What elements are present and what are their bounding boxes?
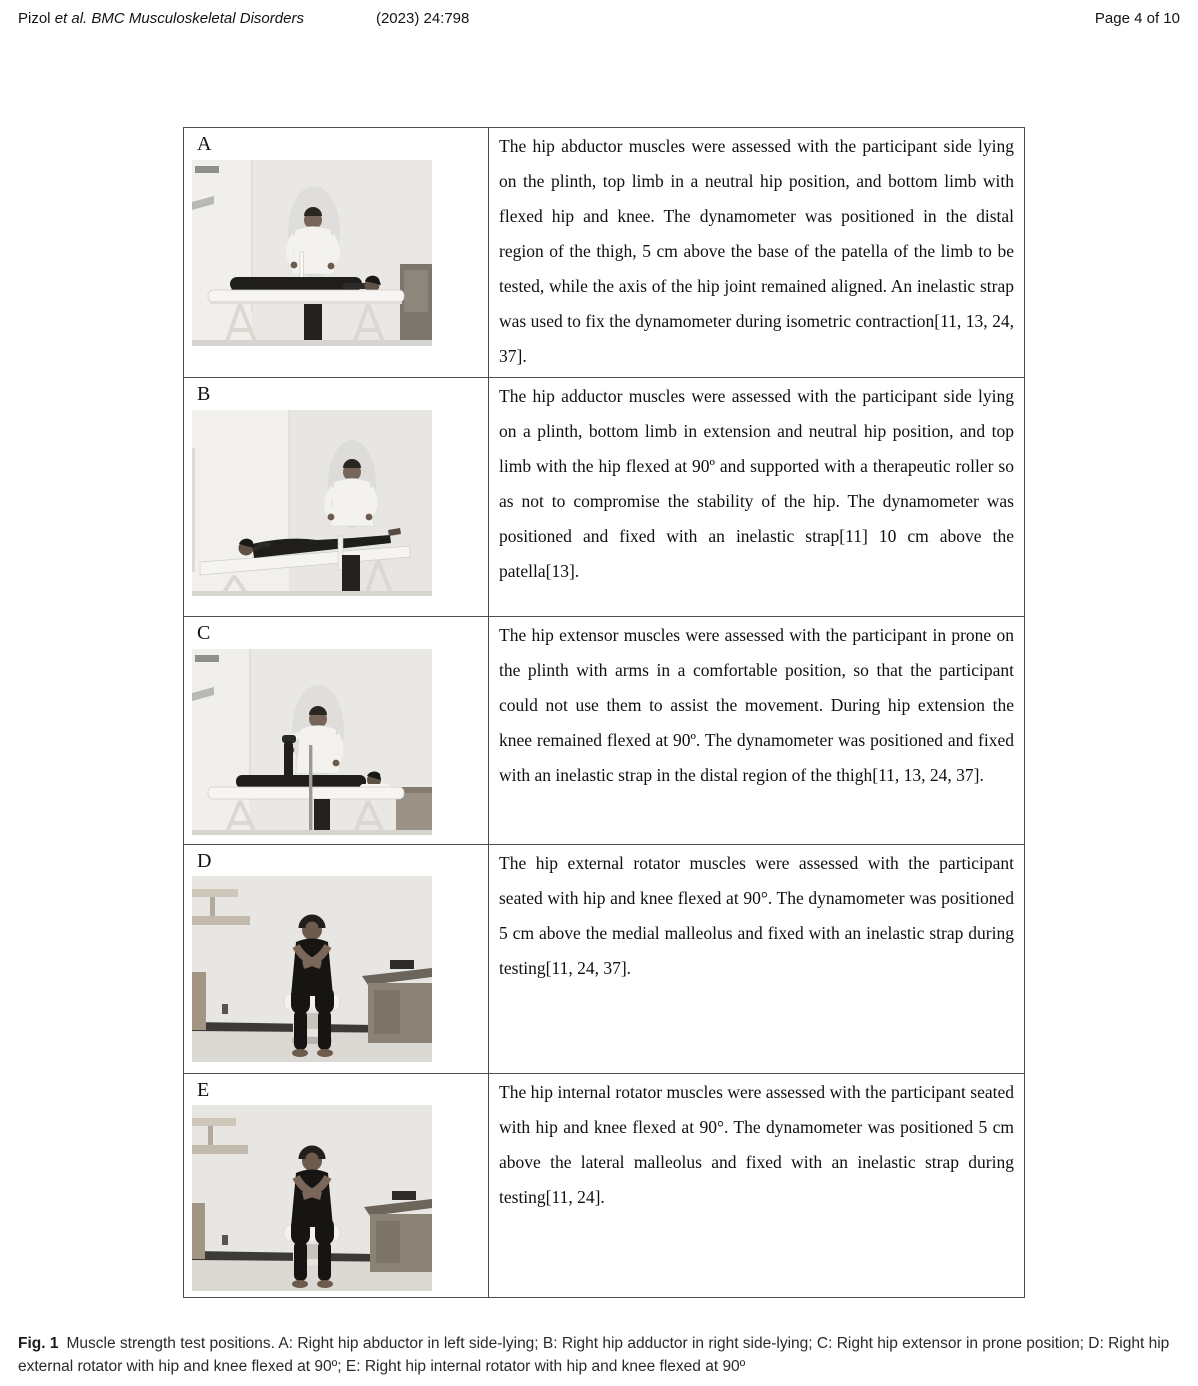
row-label-a: A <box>197 133 212 155</box>
figure-row-e <box>184 1073 1024 1297</box>
photo-cell-c <box>184 617 489 844</box>
figure-caption <box>18 1332 1182 1378</box>
figure-row-a <box>184 128 1024 377</box>
description-d: The hip external rotator muscles were assessed with the participant seated with hip and knee flexed at 90°. The dynamometer was positioned 5 cm above the medial malleolus and fixed with an inelastic strap during testing[11, 24, 37]. <box>499 853 1014 978</box>
photo-d-seated-external-rotator <box>192 876 432 1062</box>
photo-cell-d <box>184 845 489 1073</box>
photo-cell-a <box>184 128 489 377</box>
photo-e-seated-internal-rotator <box>192 1105 432 1291</box>
description-c: The hip extensor muscles were assessed with the participant in prone on the plinth with arms in a comfortable position, so that the participant could not use them to assist the movement. During hip extension the knee remained flexed at 90º. The dynamometer was positioned and fixed with an inelastic strap in the distal region of the thigh[11, 13, 24, 37]. <box>499 625 1014 785</box>
description-e: The hip internal rotator muscles were assessed with the participant seated with hip and knee flexed at 90°. The dynamometer was positioned 5 cm above the lateral malleolus and fixed with an inelastic strap during testing[11, 24]. <box>499 1082 1014 1207</box>
row-label-d: D <box>197 850 212 872</box>
photo-a-side-lying-abductor <box>192 160 432 346</box>
figure-caption-label: Fig. 1 <box>18 1335 59 1352</box>
header-author-name: Pizol <box>18 10 51 27</box>
header-citation: (2023) 24:798 <box>375 10 470 27</box>
figure-row-d <box>184 844 1024 1073</box>
description-a: The hip abductor muscles were assessed with the participant side lying on the plinth, top limb in a neutral hip position, and bottom limb with flexed hip and knee. The dynamometer was positioned in the distal region of the thigh, 5 cm above the base of the patella of the limb to be tested, while the axis of the hip joint remained aligned. An inelastic strap was used to fix the dynamometer during isometric contraction[11, 13, 24, 37]. <box>499 136 1014 366</box>
row-label-e: E <box>197 1079 210 1101</box>
photo-c-prone-extensor <box>192 649 432 835</box>
photo-cell-b <box>184 378 489 616</box>
header-journal-title: et al. BMC Musculoskeletal Disorders <box>54 10 304 27</box>
figure-table <box>183 127 1025 1298</box>
photo-b-side-lying-adductor <box>192 410 432 596</box>
row-label-c: C <box>197 622 211 644</box>
row-label-b: B <box>197 383 211 405</box>
photo-cell-e <box>184 1074 489 1297</box>
running-header <box>18 10 1180 27</box>
header-authors <box>18 10 304 27</box>
figure-row-b <box>184 377 1024 616</box>
figure-caption-text: Muscle strength test positions. A: Right hip abductor in left side-lying; B: Right hip adductor in right side-lying; C: Right hip extensor in prone position; D: Right hip external rotator with hip and knee flexed at 90º; E: Right hip internal rotator with hip and knee flexed at 90º <box>18 1335 1170 1375</box>
header-page-number: Page 4 of 10 <box>1094 10 1180 27</box>
description-b: The hip adductor muscles were assessed with the participant side lying on a plinth, bottom limb in extension and neutral hip position, and top limb with the hip flexed at 90º and supported with a therapeutic roller so as not to compromise the stability of the hip. The dynamometer was positioned and fixed with an inelastic strap[11] 10 cm above the patella[13]. <box>499 386 1014 581</box>
figure-row-c <box>184 616 1024 844</box>
